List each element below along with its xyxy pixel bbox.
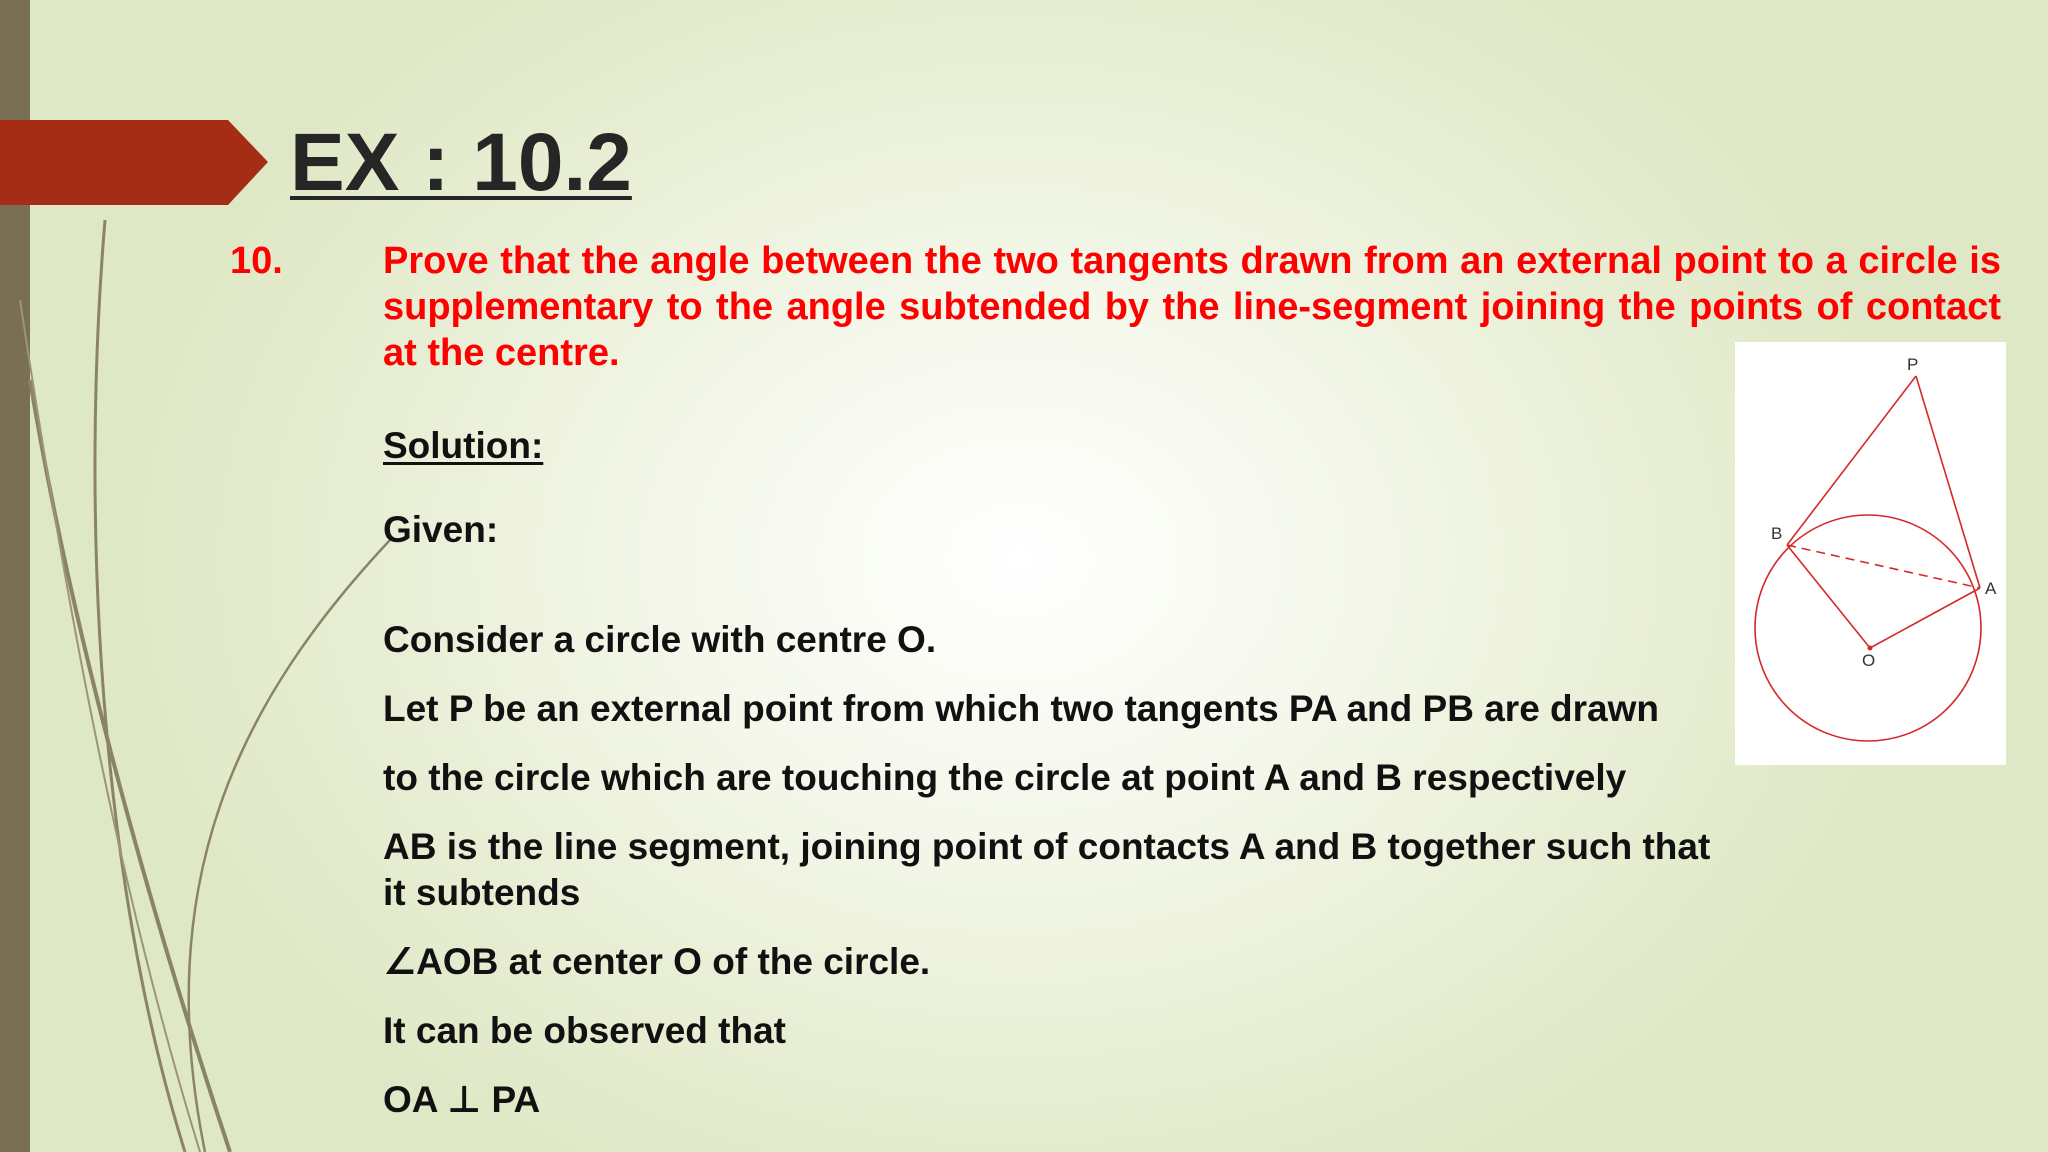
radius-oa [1870,588,1980,648]
label-p: P [1907,355,1919,374]
label-o: O [1862,651,1876,670]
circle-shape [1755,515,1981,741]
centre-point [1868,646,1873,651]
question-text: Prove that the angle between the two tangents drawn from an external point to a circle is supplementary to the angle subtended by the line-segment joining the points of contact at the centre. [383,240,2001,374]
given-heading: Given: [383,509,499,550]
solution-line-6: It can be observed that [383,1010,786,1051]
solution-line-1: Consider a circle with centre O. [383,619,937,660]
label-b: B [1771,524,1783,543]
solution-line-7: OA ⊥ PA [383,1079,541,1120]
tangent-diagram [1735,342,2006,765]
solution-line-2: Let P be an external point from which two tangents PA and PB are drawn [383,688,1660,729]
title-banner [0,120,270,205]
tangent-pa [1916,376,1980,588]
solution-line-4: AB is the line segment, joining point of contacts A and B together such that it subtends [383,826,1711,913]
label-a: A [1985,579,1997,598]
radius-ob [1787,545,1870,648]
question-number: 10. [230,240,283,282]
tangent-figure [1735,342,2006,765]
tangent-pb [1787,376,1916,545]
page-title: EX : 10.2 [290,117,632,208]
solution-line-3: to the circle which are touching the circle at point A and B respectively [383,757,1627,798]
solution-heading: Solution: [383,425,544,466]
solution-line-5: ∠AOB at center O of the circle. [383,941,931,982]
